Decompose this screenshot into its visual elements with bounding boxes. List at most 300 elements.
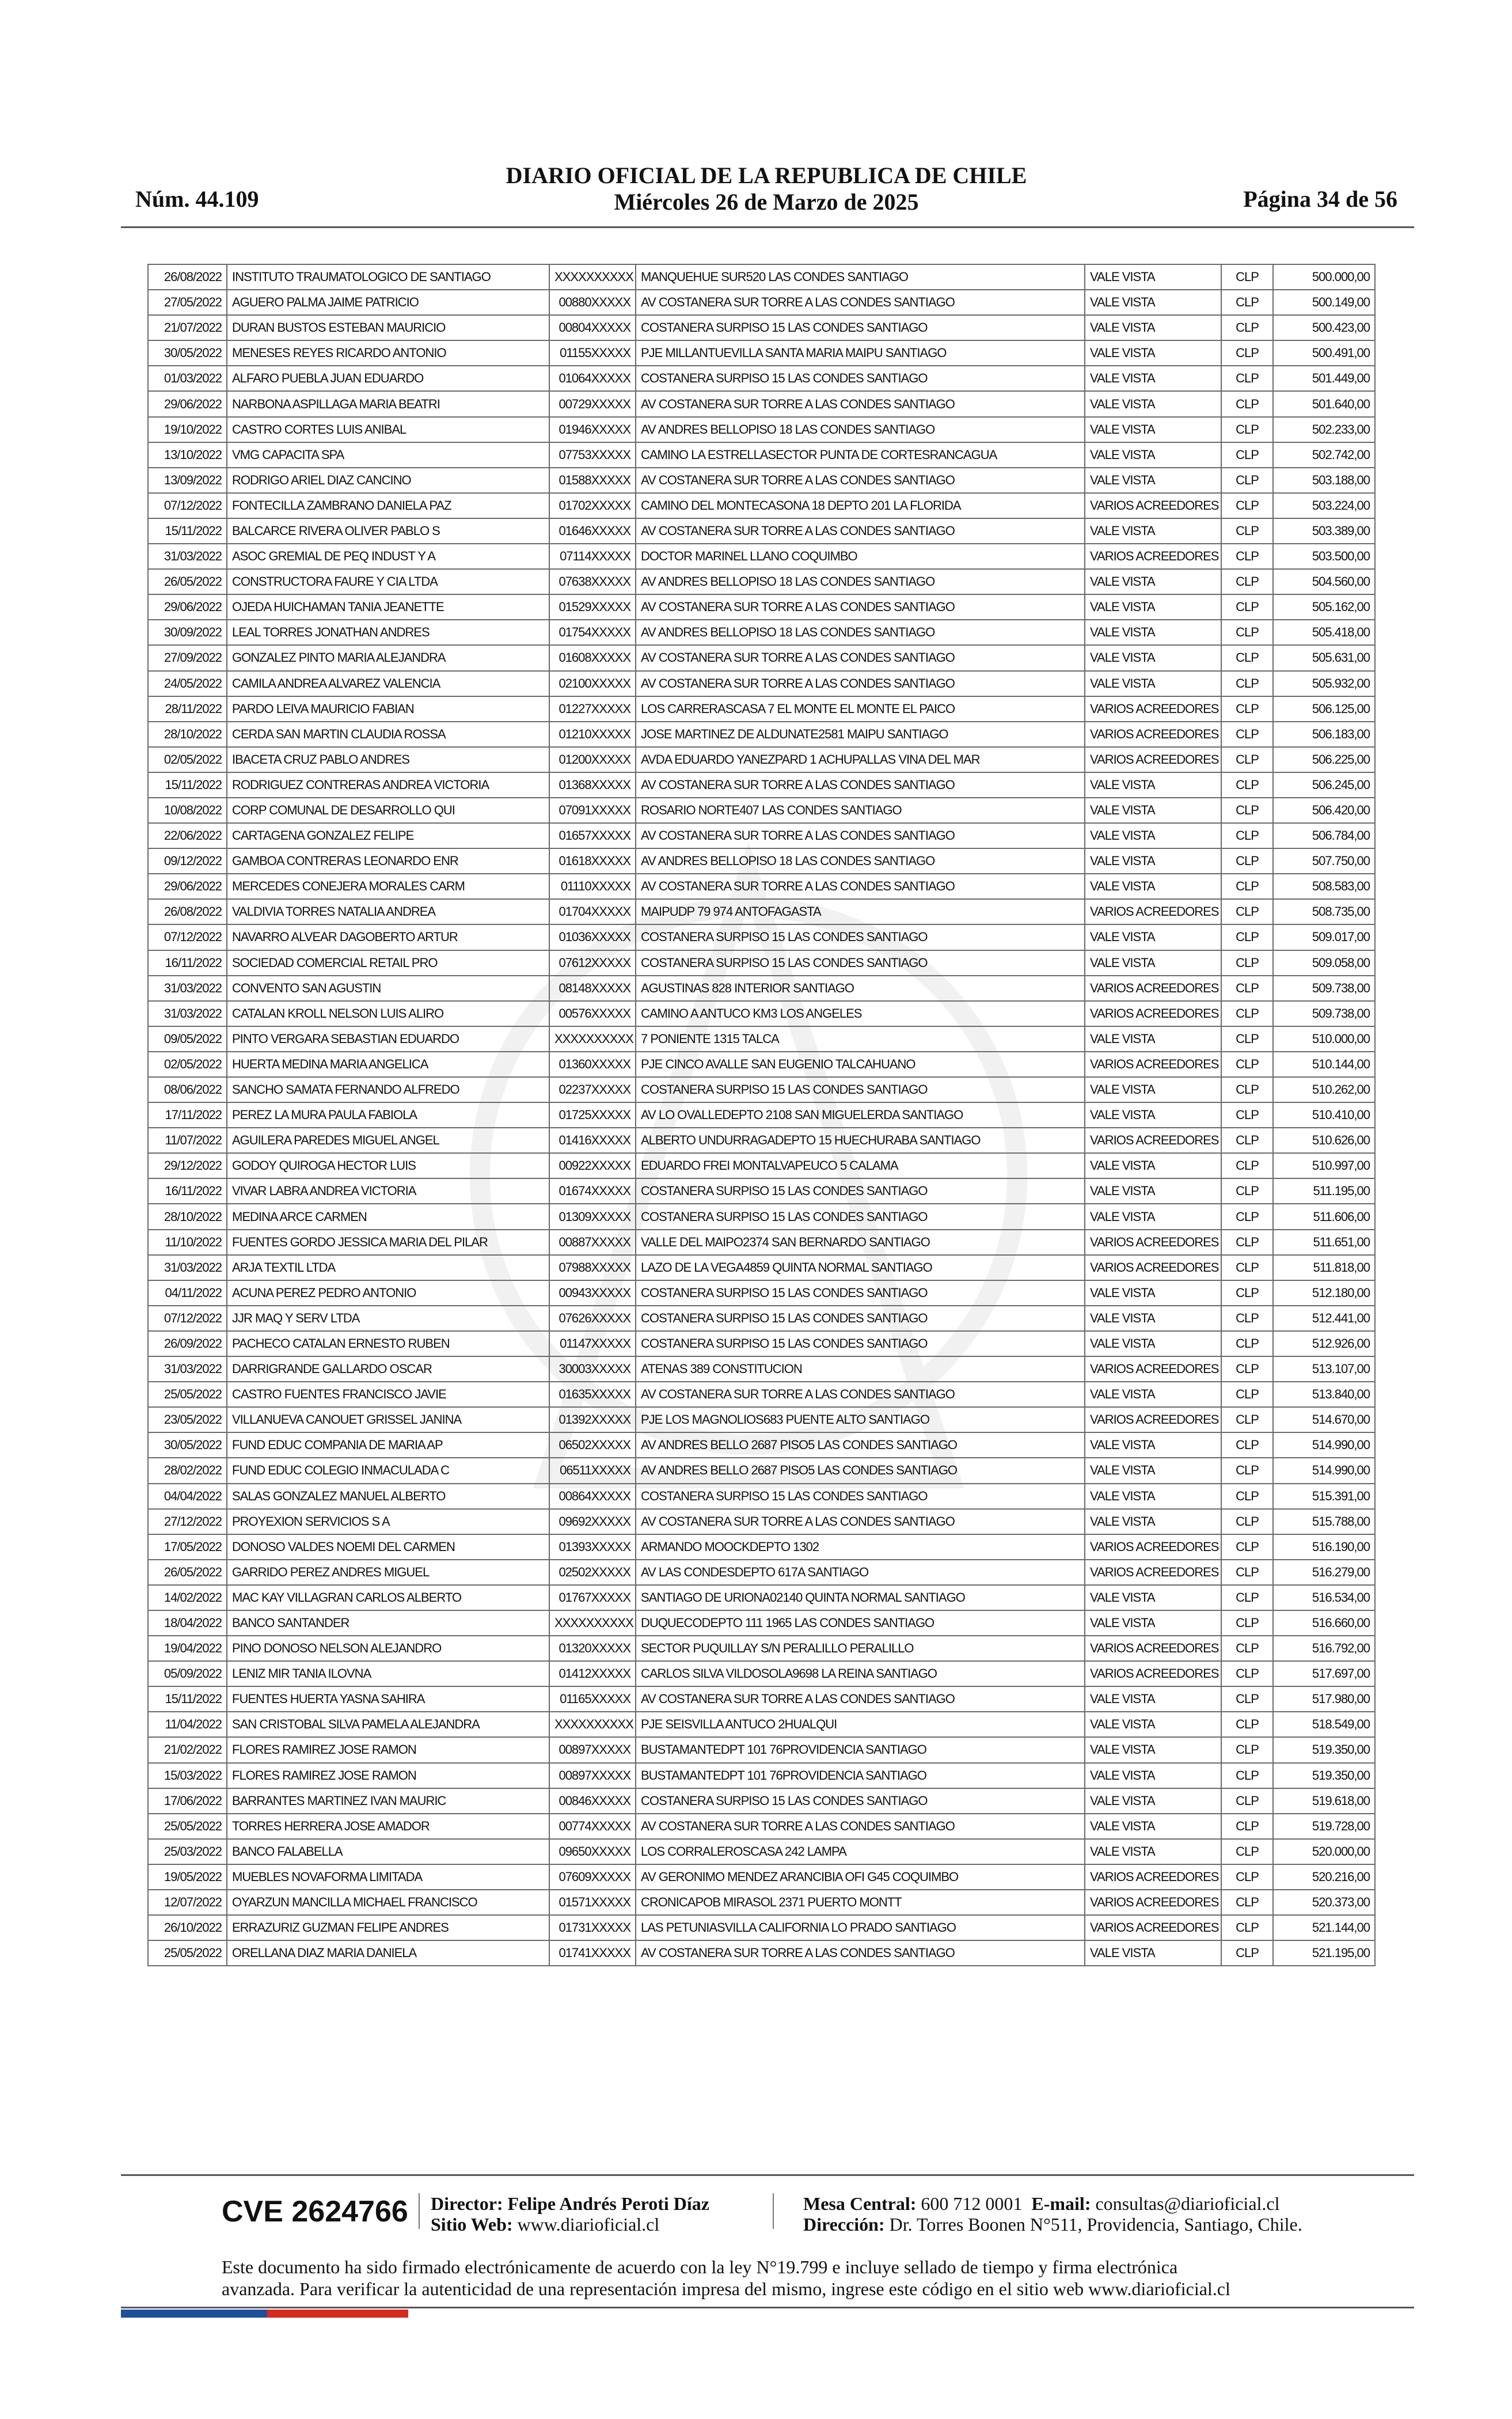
flag-stripe-blue — [121, 2310, 267, 2318]
amount-cell: 505.932,00 — [1273, 671, 1375, 696]
rut-cell: 01741XXXXX — [549, 1940, 636, 1966]
date-cell: 17/05/2022 — [148, 1534, 227, 1560]
director-name: Felipe Andrés Peroti Díaz — [507, 2193, 709, 2214]
address-cell: PJE LOS MAGNOLIOS683 PUENTE ALTO SANTIAGO — [636, 1407, 1085, 1432]
beneficiary-cell: MEDINA ARCE CARMEN — [227, 1204, 549, 1229]
amount-cell: 510.262,00 — [1273, 1077, 1375, 1102]
document-type-cell: VALE VISTA — [1085, 1788, 1221, 1814]
amount-cell: 508.583,00 — [1273, 874, 1375, 899]
rut-cell: 01147XXXXX — [549, 1331, 636, 1356]
currency-cell: CLP — [1221, 569, 1273, 594]
amount-cell: 512.926,00 — [1273, 1331, 1375, 1356]
document-type-cell: VALE VISTA — [1085, 1509, 1221, 1534]
flag-stripe-red — [267, 2310, 408, 2318]
rut-cell: 07988XXXXX — [549, 1255, 636, 1280]
amount-cell: 511.195,00 — [1273, 1178, 1375, 1204]
currency-cell: CLP — [1221, 1839, 1273, 1864]
table-row — [148, 417, 1375, 442]
rut-cell: 02100XXXXX — [549, 671, 636, 696]
table-row — [148, 747, 1375, 772]
beneficiary-cell: CARTAGENA GONZALEZ FELIPE — [227, 823, 549, 848]
amount-cell: 503.389,00 — [1273, 518, 1375, 544]
date-cell: 17/11/2022 — [148, 1102, 227, 1128]
amount-cell: 508.735,00 — [1273, 899, 1375, 924]
date-cell: 11/10/2022 — [148, 1230, 227, 1255]
rut-cell: 06511XXXXX — [549, 1458, 636, 1483]
currency-cell: CLP — [1221, 1940, 1273, 1966]
table-row — [148, 1407, 1375, 1432]
table-row — [148, 315, 1375, 340]
address-cell: COSTANERA SURPISO 15 LAS CONDES SANTIAGO — [636, 1788, 1085, 1814]
amount-cell: 512.180,00 — [1273, 1280, 1375, 1306]
amount-cell: 500.149,00 — [1273, 290, 1375, 315]
table-row — [148, 1382, 1375, 1407]
currency-cell: CLP — [1221, 1814, 1273, 1839]
address-cell: COSTANERA SURPISO 15 LAS CONDES SANTIAGO — [636, 1484, 1085, 1509]
rut-cell: 01571XXXXX — [549, 1890, 636, 1915]
amount-cell: 510.626,00 — [1273, 1128, 1375, 1153]
rut-cell: 07609XXXXX — [549, 1864, 636, 1890]
amount-cell: 509.058,00 — [1273, 950, 1375, 976]
amount-cell: 500.491,00 — [1273, 340, 1375, 366]
table-row — [148, 264, 1375, 290]
date-cell: 26/09/2022 — [148, 1331, 227, 1356]
amount-cell: 503.500,00 — [1273, 544, 1375, 569]
footer-divider — [419, 2193, 420, 2229]
document-type-cell: VALE VISTA — [1085, 1458, 1221, 1483]
beneficiary-cell: VMG CAPACITA SPA — [227, 442, 549, 468]
beneficiary-cell: GONZALEZ PINTO MARIA ALEJANDRA — [227, 645, 549, 670]
table-row — [148, 823, 1375, 848]
amount-cell: 503.188,00 — [1273, 468, 1375, 493]
date-cell: 16/11/2022 — [148, 950, 227, 976]
document-type-cell: VARIOS ACREEDORES — [1085, 544, 1221, 569]
amount-cell: 501.449,00 — [1273, 366, 1375, 391]
document-type-cell: VARIOS ACREEDORES — [1085, 1128, 1221, 1153]
document-type-cell: VALE VISTA — [1085, 1763, 1221, 1788]
document-type-cell: VALE VISTA — [1085, 1484, 1221, 1509]
date-cell: 19/10/2022 — [148, 417, 227, 442]
currency-cell: CLP — [1221, 1560, 1273, 1585]
date-cell: 04/04/2022 — [148, 1484, 227, 1509]
amount-cell: 518.549,00 — [1273, 1712, 1375, 1737]
table-row — [148, 1432, 1375, 1458]
address-cell: AV COSTANERA SUR TORRE A LAS CONDES SANTIAGO — [636, 1686, 1085, 1712]
date-cell: 07/12/2022 — [148, 493, 227, 518]
date-cell: 27/05/2022 — [148, 290, 227, 315]
currency-cell: CLP — [1221, 645, 1273, 670]
table-row — [148, 1102, 1375, 1128]
document-type-cell: VARIOS ACREEDORES — [1085, 1001, 1221, 1026]
table-row — [148, 594, 1375, 620]
date-cell: 26/05/2022 — [148, 1560, 227, 1585]
rut-cell: 01608XXXXX — [549, 645, 636, 670]
amount-cell: 505.418,00 — [1273, 620, 1375, 645]
table-row — [148, 1178, 1375, 1204]
amount-cell: 500.000,00 — [1273, 264, 1375, 290]
document-type-cell: VALE VISTA — [1085, 1204, 1221, 1229]
date-cell: 26/10/2022 — [148, 1915, 227, 1940]
address-cell: AV LO OVALLEDEPTO 2108 SAN MIGUELERDA SANTIAGO — [636, 1102, 1085, 1128]
date-cell: 12/07/2022 — [148, 1890, 227, 1915]
date-cell: 21/02/2022 — [148, 1737, 227, 1762]
date-cell: 25/05/2022 — [148, 1382, 227, 1407]
currency-cell: CLP — [1221, 671, 1273, 696]
document-type-cell: VALE VISTA — [1085, 518, 1221, 544]
rut-cell: 07091XXXXX — [549, 798, 636, 823]
table-row — [148, 899, 1375, 924]
rut-cell: 00864XXXXX — [549, 1484, 636, 1509]
amount-cell: 516.534,00 — [1273, 1585, 1375, 1610]
currency-cell: CLP — [1221, 1636, 1273, 1661]
currency-cell: CLP — [1221, 290, 1273, 315]
table-row — [148, 442, 1375, 468]
amount-cell: 509.738,00 — [1273, 976, 1375, 1001]
document-type-cell: VARIOS ACREEDORES — [1085, 1636, 1221, 1661]
rut-cell: XXXXXXXXXX — [549, 264, 636, 290]
table-row — [148, 1484, 1375, 1509]
beneficiary-cell: RODRIGO ARIEL DIAZ CANCINO — [227, 468, 549, 493]
date-cell: 17/06/2022 — [148, 1788, 227, 1814]
rut-cell: 01646XXXXX — [549, 518, 636, 544]
beneficiary-cell: LENIZ MIR TANIA ILOVNA — [227, 1661, 549, 1686]
rut-cell: 00887XXXXX — [549, 1230, 636, 1255]
beneficiary-cell: FLORES RAMIREZ JOSE RAMON — [227, 1763, 549, 1788]
address-cell: COSTANERA SURPISO 15 LAS CONDES SANTIAGO — [636, 1280, 1085, 1306]
beneficiary-cell: OYARZUN MANCILLA MICHAEL FRANCISCO — [227, 1890, 549, 1915]
address-cell: ALBERTO UNDURRAGADEPTO 15 HUECHURABA SANTIAGO — [636, 1128, 1085, 1153]
document-type-cell: VALE VISTA — [1085, 645, 1221, 670]
table-row — [148, 798, 1375, 823]
document-type-cell: VARIOS ACREEDORES — [1085, 1661, 1221, 1686]
document-type-cell: VALE VISTA — [1085, 1102, 1221, 1128]
currency-cell: CLP — [1221, 518, 1273, 544]
document-type-cell: VARIOS ACREEDORES — [1085, 1230, 1221, 1255]
address-cell: AVDA EDUARDO YANEZPARD 1 ACHUPALLAS VINA DEL MAR — [636, 747, 1085, 772]
address-cell: AV COSTANERA SUR TORRE A LAS CONDES SANTIAGO — [636, 1814, 1085, 1839]
amount-cell: 513.107,00 — [1273, 1356, 1375, 1382]
amount-cell: 502.233,00 — [1273, 417, 1375, 442]
address-cell: AV COSTANERA SUR TORRE A LAS CONDES SANTIAGO — [636, 671, 1085, 696]
document-type-cell: VALE VISTA — [1085, 1153, 1221, 1178]
amount-cell: 520.216,00 — [1273, 1864, 1375, 1890]
table-row — [148, 1585, 1375, 1610]
document-type-cell: VALE VISTA — [1085, 950, 1221, 976]
amount-cell: 514.990,00 — [1273, 1458, 1375, 1483]
address-cell: COSTANERA SURPISO 15 LAS CONDES SANTIAGO — [636, 1306, 1085, 1331]
table-row — [148, 1661, 1375, 1686]
document-type-cell: VARIOS ACREEDORES — [1085, 493, 1221, 518]
table-row — [148, 620, 1375, 645]
currency-cell: CLP — [1221, 1077, 1273, 1102]
table-row — [148, 290, 1375, 315]
document-type-cell: VALE VISTA — [1085, 569, 1221, 594]
amount-cell: 506.420,00 — [1273, 798, 1375, 823]
date-cell: 09/05/2022 — [148, 1026, 227, 1052]
beneficiary-cell: PEREZ LA MURA PAULA FABIOLA — [227, 1102, 549, 1128]
beneficiary-cell: MAC KAY VILLAGRAN CARLOS ALBERTO — [227, 1585, 549, 1610]
table-row — [148, 1204, 1375, 1229]
currency-cell: CLP — [1221, 442, 1273, 468]
rut-cell: 01393XXXXX — [549, 1534, 636, 1560]
document-type-cell: VALE VISTA — [1085, 1026, 1221, 1052]
amount-cell: 519.350,00 — [1273, 1763, 1375, 1788]
currency-cell: CLP — [1221, 1737, 1273, 1762]
address-cell: VALLE DEL MAIPO2374 SAN BERNARDO SANTIAGO — [636, 1230, 1085, 1255]
document-type-cell: VALE VISTA — [1085, 772, 1221, 798]
rut-cell: 00846XXXXX — [549, 1788, 636, 1814]
table-row — [148, 1534, 1375, 1560]
rut-cell: 00897XXXXX — [549, 1737, 636, 1762]
rut-cell: 01392XXXXX — [549, 1407, 636, 1432]
rut-cell: 01368XXXXX — [549, 772, 636, 798]
address-label: Dirección: — [803, 2214, 885, 2235]
document-type-cell: VARIOS ACREEDORES — [1085, 1356, 1221, 1382]
currency-cell: CLP — [1221, 1255, 1273, 1280]
date-cell: 25/05/2022 — [148, 1940, 227, 1966]
table-row — [148, 1280, 1375, 1306]
currency-cell: CLP — [1221, 747, 1273, 772]
table-row — [148, 848, 1375, 874]
rut-cell: 01657XXXXX — [549, 823, 636, 848]
address-cell: 7 PONIENTE 1315 TALCA — [636, 1026, 1085, 1052]
table-row — [148, 391, 1375, 416]
address-cell: AV ANDRES BELLOPISO 18 LAS CONDES SANTIAGO — [636, 620, 1085, 645]
amount-cell: 501.640,00 — [1273, 391, 1375, 416]
address-cell: LAS PETUNIASVILLA CALIFORNIA LO PRADO SANTIAGO — [636, 1915, 1085, 1940]
beneficiary-cell: PINTO VERGARA SEBASTIAN EDUARDO — [227, 1026, 549, 1052]
table-row — [148, 924, 1375, 950]
email-link[interactable]: consultas@diarioficial.cl — [1095, 2193, 1280, 2214]
currency-cell: CLP — [1221, 1382, 1273, 1407]
address-cell: MAIPUDP 79 974 ANTOFAGASTA — [636, 899, 1085, 924]
address-cell: COSTANERA SURPISO 15 LAS CONDES SANTIAGO — [636, 950, 1085, 976]
issue-number: Núm. 44.109 — [135, 186, 259, 212]
currency-cell: CLP — [1221, 874, 1273, 899]
address-cell: COSTANERA SURPISO 15 LAS CONDES SANTIAGO — [636, 366, 1085, 391]
address-cell: ARMANDO MOOCKDEPTO 1302 — [636, 1534, 1085, 1560]
document-type-cell: VARIOS ACREEDORES — [1085, 722, 1221, 747]
document-type-cell: VALE VISTA — [1085, 468, 1221, 493]
currency-cell: CLP — [1221, 1178, 1273, 1204]
beneficiary-cell: PINO DONOSO NELSON ALEJANDRO — [227, 1636, 549, 1661]
beneficiary-cell: DURAN BUSTOS ESTEBAN MAURICIO — [227, 315, 549, 340]
currency-cell: CLP — [1221, 1509, 1273, 1534]
document-type-cell: VALE VISTA — [1085, 1585, 1221, 1610]
date-cell: 07/12/2022 — [148, 1306, 227, 1331]
currency-cell: CLP — [1221, 1534, 1273, 1560]
currency-cell: CLP — [1221, 976, 1273, 1001]
document-type-cell: VARIOS ACREEDORES — [1085, 696, 1221, 722]
document-type-cell: VARIOS ACREEDORES — [1085, 1864, 1221, 1890]
rut-cell: 01529XXXXX — [549, 594, 636, 620]
amount-cell: 521.144,00 — [1273, 1915, 1375, 1940]
address-cell: COSTANERA SURPISO 15 LAS CONDES SANTIAGO — [636, 1204, 1085, 1229]
currency-cell: CLP — [1221, 1788, 1273, 1814]
address-cell: AV COSTANERA SUR TORRE A LAS CONDES SANTIAGO — [636, 468, 1085, 493]
rut-cell: 00922XXXXX — [549, 1153, 636, 1178]
table-row — [148, 1026, 1375, 1052]
address-cell: PJE CINCO AVALLE SAN EUGENIO TALCAHUANO — [636, 1052, 1085, 1077]
table-row — [148, 1509, 1375, 1534]
amount-cell: 517.980,00 — [1273, 1686, 1375, 1712]
rut-cell: 01360XXXXX — [549, 1052, 636, 1077]
beneficiary-cell: DARRIGRANDE GALLARDO OSCAR — [227, 1356, 549, 1382]
beneficiary-cell: CAMILA ANDREA ALVAREZ VALENCIA — [227, 671, 549, 696]
beneficiary-cell: NARBONA ASPILLAGA MARIA BEATRI — [227, 391, 549, 416]
date-cell: 18/04/2022 — [148, 1610, 227, 1636]
address-cell: PJE SEISVILLA ANTUCO 2HUALQUI — [636, 1712, 1085, 1737]
table-row — [148, 874, 1375, 899]
document-type-cell: VALE VISTA — [1085, 594, 1221, 620]
amount-cell: 509.017,00 — [1273, 924, 1375, 950]
document-type-cell: VALE VISTA — [1085, 366, 1221, 391]
amount-cell: 514.990,00 — [1273, 1432, 1375, 1458]
date-cell: 23/05/2022 — [148, 1407, 227, 1432]
table-row — [148, 1788, 1375, 1814]
amount-cell: 506.125,00 — [1273, 696, 1375, 722]
beneficiary-cell: MERCEDES CONEJERA MORALES CARM — [227, 874, 549, 899]
amount-cell: 521.195,00 — [1273, 1940, 1375, 1966]
amount-cell: 505.162,00 — [1273, 594, 1375, 620]
rut-cell: XXXXXXXXXX — [549, 1610, 636, 1636]
date-cell: 19/04/2022 — [148, 1636, 227, 1661]
rut-cell: 08148XXXXX — [549, 976, 636, 1001]
table-row — [148, 976, 1375, 1001]
document-type-cell: VALE VISTA — [1085, 620, 1221, 645]
table-row — [148, 1331, 1375, 1356]
currency-cell: CLP — [1221, 315, 1273, 340]
mesa-label: Mesa Central: — [803, 2193, 917, 2214]
rut-cell: 07638XXXXX — [549, 569, 636, 594]
document-type-cell: VALE VISTA — [1085, 798, 1221, 823]
address-cell: ROSARIO NORTE407 LAS CONDES SANTIAGO — [636, 798, 1085, 823]
address-cell: DUQUECODEPTO 111 1965 LAS CONDES SANTIAGO — [636, 1610, 1085, 1636]
currency-cell: CLP — [1221, 1280, 1273, 1306]
amount-cell: 503.224,00 — [1273, 493, 1375, 518]
address-cell: DOCTOR MARINEL LLANO COQUIMBO — [636, 544, 1085, 569]
table-row — [148, 1128, 1375, 1153]
beneficiary-cell: SANCHO SAMATA FERNANDO ALFREDO — [227, 1077, 549, 1102]
currency-cell: CLP — [1221, 1204, 1273, 1229]
table-row — [148, 1356, 1375, 1382]
amount-cell: 516.792,00 — [1273, 1636, 1375, 1661]
currency-cell: CLP — [1221, 620, 1273, 645]
document-type-cell: VALE VISTA — [1085, 823, 1221, 848]
table-row — [148, 1712, 1375, 1737]
rut-cell: 00729XXXXX — [549, 391, 636, 416]
site-link[interactable]: www.diarioficial.cl — [517, 2214, 660, 2235]
currency-cell: CLP — [1221, 366, 1273, 391]
address-cell: COSTANERA SURPISO 15 LAS CONDES SANTIAGO — [636, 1178, 1085, 1204]
legal-line: avanzada. Para verificar la autenticidad de una representación impresa del mismo, ingrese este código en el sitio web www.diarioficial.cl — [222, 2278, 1230, 2299]
address-cell: EDUARDO FREI MONTALVAPEUCO 5 CALAMA — [636, 1153, 1085, 1178]
currency-cell: CLP — [1221, 1763, 1273, 1788]
date-cell: 31/03/2022 — [148, 544, 227, 569]
date-cell: 02/05/2022 — [148, 1052, 227, 1077]
currency-cell: CLP — [1221, 1864, 1273, 1890]
amount-cell: 519.728,00 — [1273, 1814, 1375, 1839]
cve-code: CVE 2624766 — [222, 2195, 408, 2228]
table-row — [148, 1890, 1375, 1915]
rut-cell: 01064XXXXX — [549, 366, 636, 391]
address-cell: SECTOR PUQUILLAY S/N PERALILLO PERALILLO — [636, 1636, 1085, 1661]
beneficiary-cell: ORELLANA DIAZ MARIA DANIELA — [227, 1940, 549, 1966]
beneficiary-cell: TORRES HERRERA JOSE AMADOR — [227, 1814, 549, 1839]
document-type-cell: VALE VISTA — [1085, 1432, 1221, 1458]
header-rule — [121, 226, 1414, 228]
beneficiary-cell: OJEDA HUICHAMAN TANIA JEANETTE — [227, 594, 549, 620]
amount-cell: 517.697,00 — [1273, 1661, 1375, 1686]
table-row — [148, 1255, 1375, 1280]
address-cell: CRONICAPOB MIRASOL 2371 PUERTO MONTT — [636, 1890, 1085, 1915]
table-row — [148, 1864, 1375, 1890]
date-cell: 29/06/2022 — [148, 391, 227, 416]
beneficiary-cell: RODRIGUEZ CONTRERAS ANDREA VICTORIA — [227, 772, 549, 798]
document-type-cell: VALE VISTA — [1085, 1382, 1221, 1407]
beneficiary-cell: FONTECILLA ZAMBRANO DANIELA PAZ — [227, 493, 549, 518]
date-cell: 15/11/2022 — [148, 772, 227, 798]
address-cell: JOSE MARTINEZ DE ALDUNATE2581 MAIPU SANTIAGO — [636, 722, 1085, 747]
address-cell: AV ANDRES BELLO 2687 PISO5 LAS CONDES SANTIAGO — [636, 1458, 1085, 1483]
currency-cell: CLP — [1221, 722, 1273, 747]
rut-cell: 01110XXXXX — [549, 874, 636, 899]
date-cell: 27/12/2022 — [148, 1509, 227, 1534]
date-cell: 31/03/2022 — [148, 976, 227, 1001]
rut-cell: 07626XXXXX — [549, 1306, 636, 1331]
amount-cell: 506.183,00 — [1273, 722, 1375, 747]
document-type-cell: VARIOS ACREEDORES — [1085, 1890, 1221, 1915]
rut-cell: 01309XXXXX — [549, 1204, 636, 1229]
date-cell: 08/06/2022 — [148, 1077, 227, 1102]
rut-cell: 01036XXXXX — [549, 924, 636, 950]
table-row — [148, 340, 1375, 366]
address-value: Dr. Torres Boonen N°511, Providencia, Santiago, Chile. — [889, 2214, 1302, 2235]
beneficiary-cell: VALDIVIA TORRES NATALIA ANDREA — [227, 899, 549, 924]
rut-cell: 01227XXXXX — [549, 696, 636, 722]
currency-cell: CLP — [1221, 1052, 1273, 1077]
legal-notice — [222, 2256, 1316, 2300]
address-cell: BUSTAMANTEDPT 101 76PROVIDENCIA SANTIAGO — [636, 1763, 1085, 1788]
amount-cell: 509.738,00 — [1273, 1001, 1375, 1026]
beneficiary-cell: GARRIDO PEREZ ANDRES MIGUEL — [227, 1560, 549, 1585]
table-row — [148, 569, 1375, 594]
date-cell: 25/03/2022 — [148, 1839, 227, 1864]
date-cell: 04/11/2022 — [148, 1280, 227, 1306]
issue-date: Miércoles 26 de Marzo de 2025 — [614, 189, 919, 215]
currency-cell: CLP — [1221, 391, 1273, 416]
document-type-cell: VALE VISTA — [1085, 1280, 1221, 1306]
rut-cell: 01767XXXXX — [549, 1585, 636, 1610]
document-type-cell: VALE VISTA — [1085, 874, 1221, 899]
amount-cell: 516.190,00 — [1273, 1534, 1375, 1560]
amount-cell: 506.225,00 — [1273, 747, 1375, 772]
document-type-cell: VALE VISTA — [1085, 924, 1221, 950]
document-type-cell: VARIOS ACREEDORES — [1085, 747, 1221, 772]
date-cell: 26/08/2022 — [148, 264, 227, 290]
director-label: Director: — [431, 2193, 503, 2214]
beneficiary-cell: ASOC GREMIAL DE PEQ INDUST Y A — [227, 544, 549, 569]
address-cell: AV COSTANERA SUR TORRE A LAS CONDES SANTIAGO — [636, 1382, 1085, 1407]
beneficiary-cell: DONOSO VALDES NOEMI DEL CARMEN — [227, 1534, 549, 1560]
document-type-cell: VARIOS ACREEDORES — [1085, 976, 1221, 1001]
table-row — [148, 1940, 1375, 1966]
table-row — [148, 1915, 1375, 1940]
currency-cell: CLP — [1221, 1661, 1273, 1686]
table-row — [148, 366, 1375, 391]
currency-cell: CLP — [1221, 264, 1273, 290]
currency-cell: CLP — [1221, 1153, 1273, 1178]
